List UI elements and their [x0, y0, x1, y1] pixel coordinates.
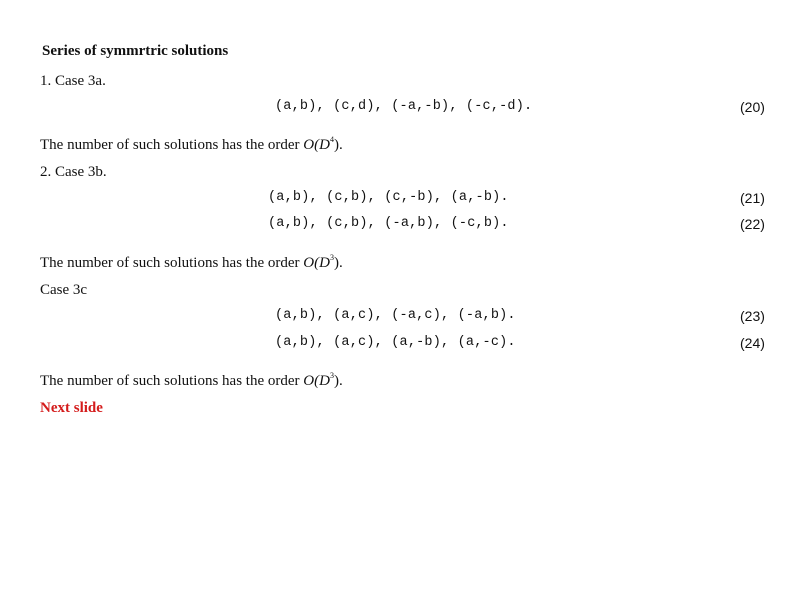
equation-24: (a,b), (a,c), (a,-b), (a,-c). — [275, 335, 516, 350]
order-text: The number of such solutions has the order — [40, 137, 300, 153]
case-3b-label: 2. Case 3b. — [40, 164, 107, 180]
equation-23: (a,b), (a,c), (-a,c), (-a,b). — [275, 308, 516, 323]
equation-22: (a,b), (c,b), (-a,b), (-c,b). — [268, 216, 509, 231]
order-expression: $O(D^3)$. — [303, 253, 343, 271]
order-text: The number of such solutions has the order — [40, 255, 300, 271]
page-heading: Series of symmrtric solutions — [42, 43, 229, 59]
order-text: The number of such solutions has the order — [40, 373, 300, 389]
equation-number-20: (20) — [740, 99, 765, 115]
equation-number-22: (22) — [740, 216, 765, 232]
case-3c-label: Case 3c — [40, 282, 88, 298]
order-statement-3b — [40, 249, 343, 272]
equation-number-24: (24) — [740, 335, 765, 351]
order-statement-3c — [40, 367, 343, 390]
order-expression: $O(D^4)$. — [303, 135, 343, 153]
equation-21: (a,b), (c,b), (c,-b), (a,-b). — [268, 190, 509, 205]
equation-20: (a,b), (c,d), (-a,-b), (-c,-d). — [275, 99, 533, 114]
equation-number-23: (23) — [740, 308, 765, 324]
order-statement-3a — [40, 131, 343, 154]
case-3a-label: 1. Case 3a. — [40, 73, 106, 89]
order-expression: $O(D^3)$. — [303, 371, 343, 389]
next-slide-link[interactable]: Next slide — [40, 400, 103, 416]
equation-number-21: (21) — [740, 190, 765, 206]
